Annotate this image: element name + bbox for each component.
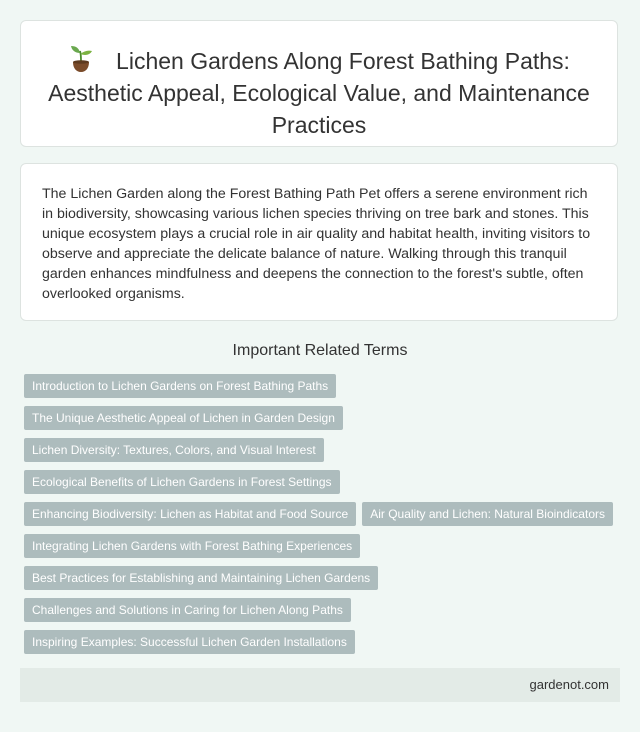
description-text: The Lichen Garden along the Forest Bathing Path Pet offers a serene environment rich in biodiversity, showcasing various lichen species thriving on tree bark and stones. This unique ecosystem plays a crucial role in air quality and habitat health, inviting visitors to observe and appreciate the delicate balance of nature. Walking through this tranquil garden enhances mindfulness and deepens the connection to the forest's subtle, often overlooked organisms. <box>42 186 591 302</box>
tag-row <box>24 470 624 502</box>
footer-site-link[interactable]: gardenot.com <box>529 677 609 692</box>
related-term-tag[interactable]: Air Quality and Lichen: Natural Bioindicators <box>362 502 613 526</box>
related-term-tag[interactable]: Lichen Diversity: Textures, Colors, and Visual Interest <box>24 438 324 462</box>
footer <box>20 668 620 702</box>
related-term-tag[interactable]: Enhancing Biodiversity: Lichen as Habitat and Food Source <box>24 502 356 526</box>
tag-row <box>24 406 624 438</box>
tag-row <box>24 630 624 662</box>
related-term-tag[interactable]: Ecological Benefits of Lichen Gardens in Forest Settings <box>24 470 340 494</box>
tag-row <box>24 566 624 598</box>
page-title: Lichen Gardens Along Forest Bathing Paths: Aesthetic Appeal, Ecological Value, and Maintenance Practices <box>48 48 590 138</box>
tag-row <box>24 438 624 470</box>
related-term-tag[interactable]: Challenges and Solutions in Caring for Lichen Along Paths <box>24 598 351 622</box>
related-terms-list <box>24 374 624 662</box>
related-term-tag[interactable]: Best Practices for Establishing and Maintaining Lichen Gardens <box>24 566 378 590</box>
title-wrap <box>21 45 617 141</box>
description-card <box>20 163 618 321</box>
tag-row <box>24 502 624 534</box>
related-terms-heading: Important Related Terms <box>232 342 408 359</box>
tag-row <box>24 374 624 406</box>
related-term-tag[interactable]: Integrating Lichen Gardens with Forest Bathing Experiences <box>24 534 360 558</box>
tag-row <box>24 598 624 630</box>
seedling-icon <box>68 45 94 73</box>
related-term-tag[interactable]: Inspiring Examples: Successful Lichen Garden Installations <box>24 630 355 654</box>
title-card <box>20 20 618 147</box>
related-term-tag[interactable]: The Unique Aesthetic Appeal of Lichen in Garden Design <box>24 406 343 430</box>
tag-row <box>24 534 624 566</box>
related-term-tag[interactable]: Introduction to Lichen Gardens on Forest Bathing Paths <box>24 374 336 398</box>
